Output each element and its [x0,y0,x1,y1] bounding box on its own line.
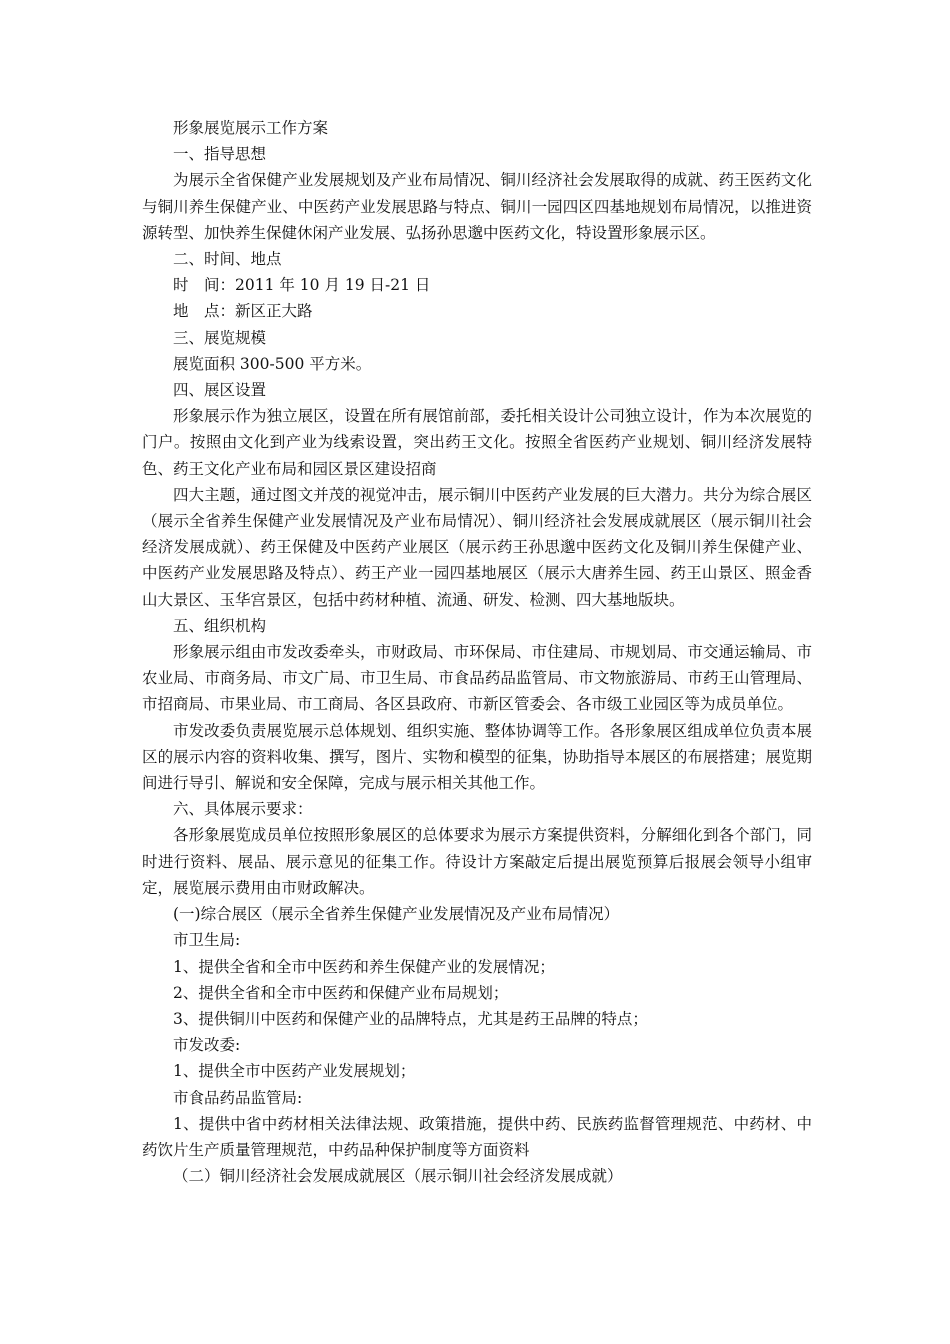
document-title: 形象展览展示工作方案 [173,119,329,137]
list-item: 1、提供中省中药材相关法律法规、政策措施，提供中药、民族药监督管理规范、中药材、中药饮片生产质量管理规范，中药品种保护制度等方面资料 [142,1114,812,1159]
unit-development-reform: 市发改委: [173,1036,241,1055]
list-item: 2、提供全省和全市中医药和保健产业布局规划； [173,983,509,1002]
document-page [142,115,812,1189]
section-heading-time-place: 二、时间、地点 [173,250,282,269]
section-heading-scale: 三、展览规模 [173,328,267,347]
time-line: 时 间：2011 年 10 月 19 日-21 日 [173,276,431,295]
unit-health-bureau: 市卫生局: [173,931,241,950]
paragraph-scale: 展览面积 300-500 平方米。 [173,354,372,373]
section-heading-requirements: 六、具体展示要求： [173,800,313,819]
section-heading-organization: 五、组织机构 [173,616,267,635]
paragraph-organization-1: 形象展示组由市发改委牵头，市财政局、市环保局、市住建局、市规划局、市交通运输局、市农业局、市商务局、市文广局、市卫生局、市食品药品监管局、市文物旅游局、市药王山管理局、市招商局、市果业局、市工商局、各区县政府、市新区管委会、各市级工业园区等为成员单位。 [142,643,812,714]
list-item: 1、提供全市中医药产业发展规划； [173,1062,416,1081]
paragraph-guiding-ideology: 为展示全省保健产业发展规划及产业布局情况、铜川经济社会发展取得的成就、药王医药文化与铜川养生保健产业、中医药产业发展思路与特点、铜川一园四区四基地规划布局情况，以推进资源转型、加快养生保健休闲产业发展、弘扬孙思邈中医药文化，特设置形象展示区。 [142,171,812,242]
place-line: 地 点：新区正大路 [173,302,313,321]
paragraph-requirements: 各形象展览成员单位按照形象展区的总体要求为展示方案提供资料，分解细化到各个部门，同时进行资料、展品、展示意见的征集工作。待设计方案敲定后提出展览预算后报展会领导小组审定，展览展示费用由市财政解决。 [142,826,812,897]
list-item: 3、提供铜川中医药和保健产业的品牌特点，尤其是药王品牌的特点； [173,1009,648,1028]
list-item: 1、提供全省和全市中医药和养生保健产业的发展情况； [173,957,555,976]
subsection-heading-achievements: （二）铜川经济社会发展成就展区（展示铜川社会经济发展成就） [173,1167,623,1186]
section-heading-guiding-ideology: 一、指导思想 [173,145,267,164]
subsection-heading-comprehensive: (一)综合展区（展示全省养生保健产业发展情况及产业布局情况） [173,905,620,924]
paragraph-exhibit-setup-1: 形象展示作为独立展区，设置在所有展馆前部，委托相关设计公司独立设计，作为本次展览的门户。按照由文化到产业为线索设置，突出药王文化。按照全省医药产业规划、铜川经济发展特色、药王文化产业布局和园区景区建设招商 [142,407,812,478]
paragraph-organization-2: 市发改委负责展览展示总体规划、组织实施、整体协调等工作。各形象展区组成单位负责本展区的展示内容的资料收集、撰写，图片、实物和模型的征集，协助指导本展区的布展搭建；展览期间进行导引、解说和安全保障，完成与展示相关其他工作。 [142,721,812,793]
section-heading-exhibit-setup: 四、展区设置 [173,381,267,400]
paragraph-exhibit-setup-2: 四大主题，通过图文并茂的视觉冲击，展示铜川中医药产业发展的巨大潜力。共分为综合展区（展示全省养生保健产业发展情况及产业布局情况）、铜川经济社会发展成就展区（展示铜川社会经济发展成就）、药王保健及中医药产业展区（展示药王孙思邈中医药文化及铜川养生保健产业、中医药产业发展思路及特点）、药王产业一园四基地展区（展示大唐养生园、药王山景区、照金香山大景区、玉华宫景区，包括中药材种植、流通、研发、检测、四大基地版块。 [142,485,812,609]
unit-food-drug-bureau: 市食品药品监管局: [173,1088,303,1107]
